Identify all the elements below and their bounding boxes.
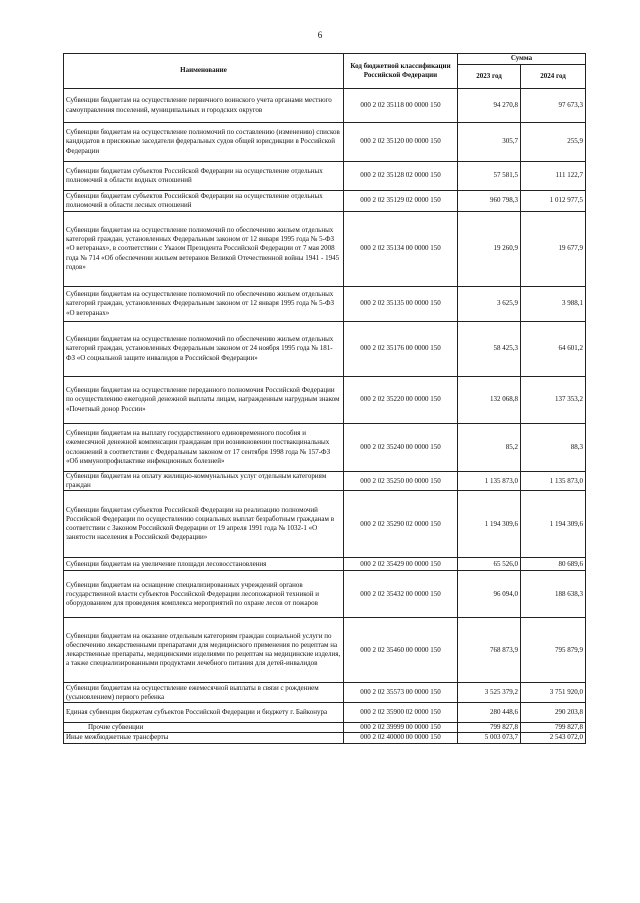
- row-amount-2023: 65 526,0: [458, 558, 521, 571]
- row-amount-2024: 255,9: [521, 123, 586, 162]
- row-code: 000 2 02 35240 00 0000 150: [344, 424, 458, 472]
- header-year-2023: 2023 год: [458, 65, 521, 89]
- row-amount-2024: 64 601,2: [521, 322, 586, 377]
- table-row: [64, 89, 586, 123]
- header-code: Код бюджетной классификации Российской Федерации: [344, 54, 458, 89]
- table-row: [64, 162, 586, 191]
- row-name: Иные межбюджетные трансферты: [64, 733, 344, 743]
- row-amount-2024: 799 827,8: [521, 723, 586, 733]
- table-row: [64, 683, 586, 703]
- row-amount-2023: 1 135 873,0: [458, 472, 521, 491]
- row-code: 000 2 02 35573 00 0000 150: [344, 683, 458, 703]
- row-name: Субвенции бюджетам на осуществление полномочий по обеспечению жильем отдельных категорий граждан, установленных Федеральным законом от 12 января 1995 года № 5-ФЗ «О ветеранах»: [64, 287, 344, 322]
- row-amount-2023: 132 068,8: [458, 377, 521, 424]
- row-name: Единая субвенция бюджетам субъектов Российской Федерации и бюджету г. Байконура: [64, 703, 344, 723]
- row-name: Субвенции бюджетам субъектов Российской Федерации на осуществление отдельных полномочий в области лесных отношений: [64, 191, 344, 212]
- row-amount-2024: 137 353,2: [521, 377, 586, 424]
- header-name: Наименование: [64, 54, 344, 89]
- row-amount-2024: 97 673,3: [521, 89, 586, 123]
- row-amount-2023: 58 425,3: [458, 322, 521, 377]
- row-code: 000 2 02 35135 00 0000 150: [344, 287, 458, 322]
- row-code: 000 2 02 39999 00 0000 150: [344, 723, 458, 733]
- row-amount-2024: 1 012 977,5: [521, 191, 586, 212]
- row-code: 000 2 02 35900 02 0000 150: [344, 703, 458, 723]
- row-name: Субвенции бюджетам на осуществление полномочий по обеспечению жильем отдельных категорий граждан, установленных Федеральным законом от 24 ноября 1995 года № 181-ФЗ «О социальной защите инвалидов в Российской Федерации»: [64, 322, 344, 377]
- row-name: Субвенции бюджетам на осуществление полномочий по обеспечению жильем отдельных категорий граждан, установленных Федеральным законом от 12 января 1995 года № 5-ФЗ «О ветеранах», в соответствии с Указом Президента Российской Федерации от 7 мая 2008 года № 714 «Об обеспечении жильем ветеранов Великой Отечественной войны 1941 - 1945 годов»: [64, 212, 344, 287]
- row-name: Субвенции бюджетам на осуществление полномочий по составлению (изменению) списков кандидатов в присяжные заседатели федеральных судов общей юрисдикции в Российской Федерации: [64, 123, 344, 162]
- row-name: Субвенции бюджетам на осуществление переданного полномочия Российской Федерации по осуществлению ежегодной денежной выплаты лицам, награжденным нагрудным знаком «Почетный донор России»: [64, 377, 344, 424]
- row-amount-2023: 5 003 073,7: [458, 733, 521, 743]
- row-amount-2024: 3 988,1: [521, 287, 586, 322]
- row-amount-2024: 2 543 072,0: [521, 733, 586, 743]
- row-amount-2023: 3 625,9: [458, 287, 521, 322]
- table-row: [64, 558, 586, 571]
- row-amount-2023: 305,7: [458, 123, 521, 162]
- row-code: 000 2 02 35128 02 0000 150: [344, 162, 458, 191]
- row-amount-2024: 1 135 873,0: [521, 472, 586, 491]
- row-amount-2023: 94 270,8: [458, 89, 521, 123]
- row-amount-2024: 88,3: [521, 424, 586, 472]
- table-row: [64, 287, 586, 322]
- row-name: Прочие субвенции: [64, 723, 344, 733]
- row-code: 000 2 02 35120 00 0000 150: [344, 123, 458, 162]
- row-name: Субвенции бюджетам на осуществление первичного воинского учета органами местного самоуправления поселений, муниципальных и городских округов: [64, 89, 344, 123]
- row-amount-2023: 85,2: [458, 424, 521, 472]
- row-amount-2024: 290 203,8: [521, 703, 586, 723]
- table-row: [64, 733, 586, 743]
- row-code: 000 2 02 40000 00 0000 150: [344, 733, 458, 743]
- table-row: [64, 703, 586, 723]
- table-row: [64, 472, 586, 491]
- row-amount-2024: 111 122,7: [521, 162, 586, 191]
- row-amount-2024: 19 677,9: [521, 212, 586, 287]
- row-amount-2024: 80 689,6: [521, 558, 586, 571]
- row-amount-2024: 188 638,3: [521, 571, 586, 618]
- row-name: Субвенции бюджетам на увеличение площади лесовосстановления: [64, 558, 344, 571]
- row-amount-2023: 3 525 379,2: [458, 683, 521, 703]
- row-amount-2023: 960 798,3: [458, 191, 521, 212]
- table-row: [64, 723, 586, 733]
- table-row: [64, 618, 586, 683]
- row-amount-2023: 768 873,9: [458, 618, 521, 683]
- row-amount-2024: 3 751 920,0: [521, 683, 586, 703]
- row-code: 000 2 02 35220 00 0000 150: [344, 377, 458, 424]
- row-name: Субвенции бюджетам на оказание отдельным категориям граждан социальной услуги по обеспечению лекарственными препаратами для медицинского применения по рецептам на лекарственные препараты, медицинскими изделиями по рецептам на медицинские изделия, а также специализированными продуктами лечебного питания для детей-инвалидов: [64, 618, 344, 683]
- row-amount-2023: 57 581,5: [458, 162, 521, 191]
- row-code: 000 2 02 35290 02 0000 150: [344, 491, 458, 558]
- budget-table: [63, 53, 586, 744]
- table-row: [64, 212, 586, 287]
- table-row: [64, 322, 586, 377]
- row-amount-2024: 1 194 309,6: [521, 491, 586, 558]
- row-name: Субвенции бюджетам на оснащение специализированных учреждений органов государственной власти субъектов Российской Федерации лесопожарной техникой и оборудованием для проведения комплекса мероприятий по охране лесов от пожаров: [64, 571, 344, 618]
- row-code: 000 2 02 35129 02 0000 150: [344, 191, 458, 212]
- row-code: 000 2 02 35118 00 0000 150: [344, 89, 458, 123]
- row-name: Субвенции бюджетам субъектов Российской Федерации на осуществление отдельных полномочий в области водных отношений: [64, 162, 344, 191]
- row-amount-2023: 19 260,9: [458, 212, 521, 287]
- header-year-2024: 2024 год: [521, 65, 586, 89]
- table-row: [64, 571, 586, 618]
- row-code: 000 2 02 35134 00 0000 150: [344, 212, 458, 287]
- row-name: Субвенции бюджетам на выплату государственного единовременного пособия и ежемесячной денежной компенсации гражданам при возникновении поствакцинальных осложнений в соответствии с Федеральным законом от 17 сентября 1998 года № 157-ФЗ «Об иммунопрофилактике инфекционных болезней»: [64, 424, 344, 472]
- table-row: [64, 123, 586, 162]
- table-row: [64, 377, 586, 424]
- row-amount-2023: 799 827,8: [458, 723, 521, 733]
- table-row: [64, 424, 586, 472]
- header-sum: Сумма: [458, 54, 586, 65]
- row-amount-2023: 1 194 309,6: [458, 491, 521, 558]
- row-name: Субвенции бюджетам на оплату жилищно-коммунальных услуг отдельным категориям граждан: [64, 472, 344, 491]
- row-code: 000 2 02 35432 00 0000 150: [344, 571, 458, 618]
- row-amount-2024: 795 879,9: [521, 618, 586, 683]
- table-body: [64, 89, 586, 744]
- row-code: 000 2 02 35176 00 0000 150: [344, 322, 458, 377]
- row-code: 000 2 02 35429 00 0000 150: [344, 558, 458, 571]
- row-amount-2023: 280 448,6: [458, 703, 521, 723]
- row-name: Субвенции бюджетам на осуществление ежемесячной выплаты в связи с рождением (усыновлением) первого ребенка: [64, 683, 344, 703]
- row-name: Субвенции бюджетам субъектов Российской Федерации на реализацию полномочий Российской Федерации по осуществлению социальных выплат безработным гражданам в соответствии с Законом Российской Федерации от 19 апреля 1991 года № 1032-1 «О занятости населения в Российской Федерации»: [64, 491, 344, 558]
- row-code: 000 2 02 35250 00 0000 150: [344, 472, 458, 491]
- row-code: 000 2 02 35460 00 0000 150: [344, 618, 458, 683]
- row-amount-2023: 96 094,0: [458, 571, 521, 618]
- page-number: 6: [317, 30, 323, 40]
- table-row: [64, 491, 586, 558]
- table-row: [64, 191, 586, 212]
